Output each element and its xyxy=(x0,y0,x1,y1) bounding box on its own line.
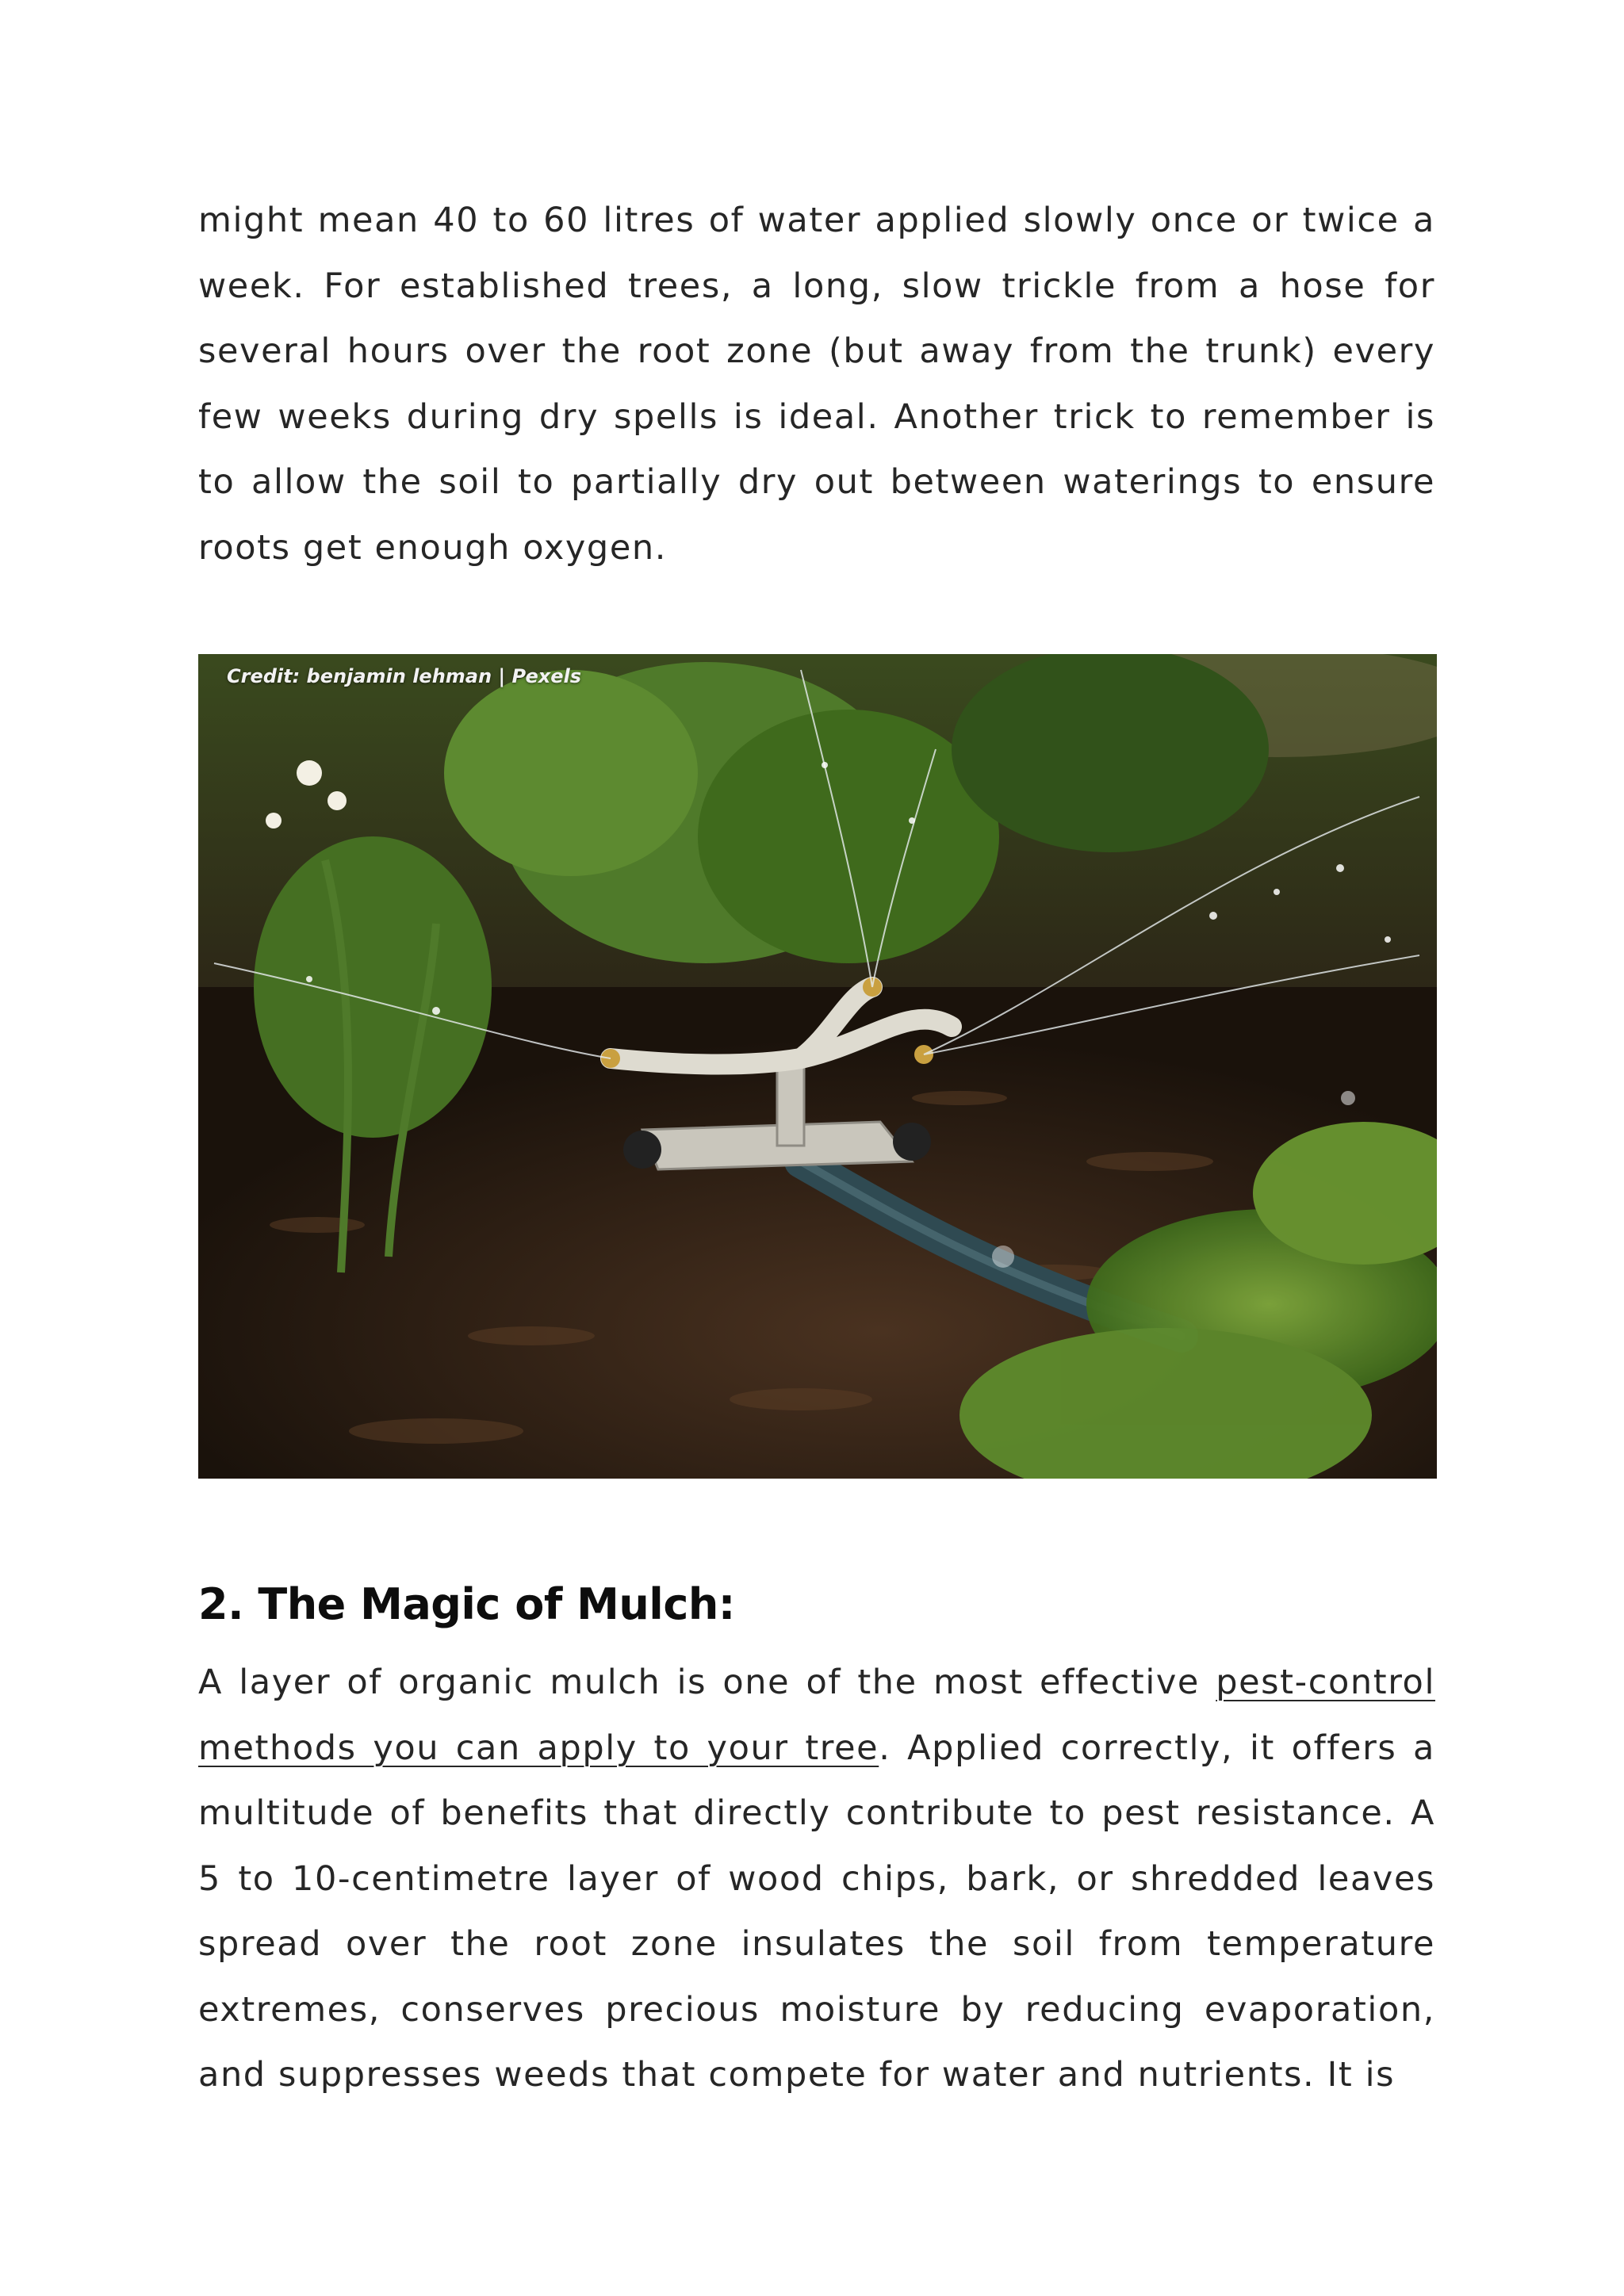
pest-control-link[interactable]: pest-control methods you can apply to your tree xyxy=(198,1663,1435,1768)
section-heading: 2. The Magic of Mulch: xyxy=(198,1579,735,1629)
sprinkler-illustration xyxy=(198,654,1437,1479)
body-paragraph-watering: might mean 40 to 60 litres of water applied slowly once or twice a week. For established trees, a long, slow trickle from a hose for several hours over the root zone (but away from the trunk) every few weeks during dry spells is ideal. Another trick to remember is to allow the soil to partially dry out between waterings to ensure roots get enough oxygen. xyxy=(198,201,1435,568)
photo-credit: Credit: benjamin lehman | Pexels xyxy=(227,665,582,687)
sprinkler-photo xyxy=(198,654,1437,1479)
paragraph-text-before-link: A layer of organic mulch is one of the most effective xyxy=(198,1663,1216,1702)
body-paragraph-mulch xyxy=(198,1650,1435,2108)
paragraph-text-after-link: . Applied correctly, it offers a multitude of benefits that directly contribute to pest resistance. A 5 to 10-centimetre layer of wood chips, bark, or shredded leaves spread over the root zone insulates the soil from temperature extremes, conserves precious moisture by reducing evaporation, and suppresses weeds that compete for water and nutrients. It is xyxy=(198,1728,1435,2095)
